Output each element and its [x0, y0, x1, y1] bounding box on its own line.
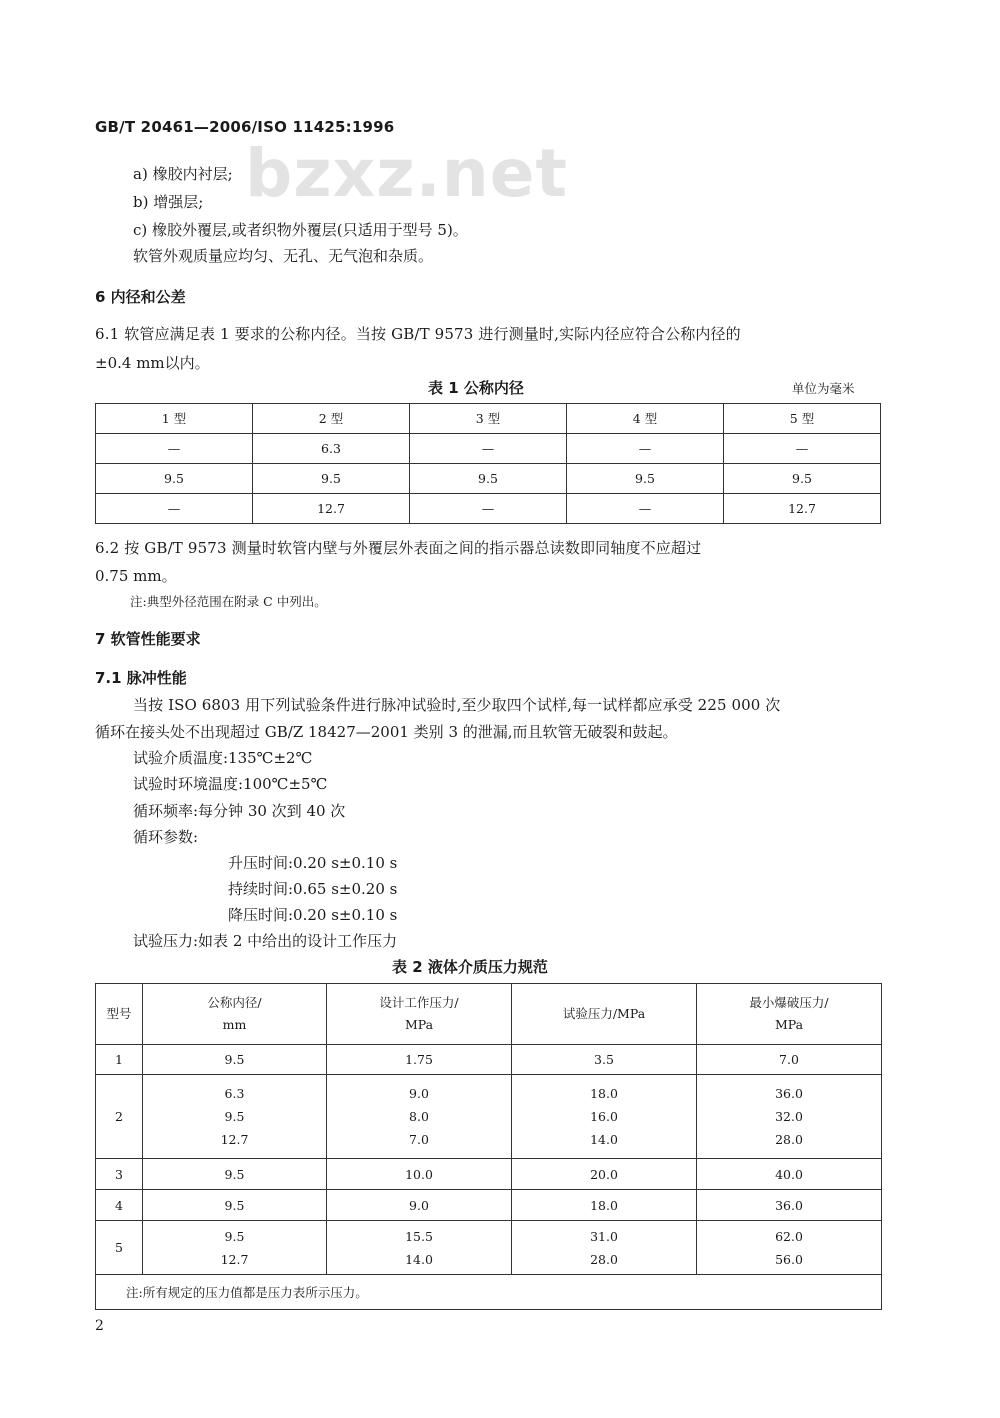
table-cell	[512, 1159, 697, 1190]
watermark: bzxz.net	[245, 135, 569, 212]
cell-value: 3.5	[594, 1052, 614, 1067]
cell-value: 20.0	[590, 1166, 618, 1182]
table-header-cell: 4 型	[567, 404, 724, 434]
cell-value: 62.0	[775, 1228, 803, 1244]
table-header-cell: 型号	[96, 984, 143, 1045]
table-row	[96, 434, 881, 464]
table-cell: —	[96, 434, 253, 464]
table-header-cell: 3 型	[410, 404, 567, 434]
table-cell	[143, 1221, 327, 1275]
table2-caption: 表 2 液体介质压力规范	[392, 958, 548, 976]
cell-value: 9.5	[224, 1228, 245, 1244]
table-cell: 4	[96, 1190, 143, 1221]
table-header-cell	[327, 984, 512, 1045]
section-7-1-para-line1: 当按 ISO 6803 用下列试验条件进行脉冲试验时,至少取四个试样,每一试样都应承受 225 000 次	[133, 696, 781, 714]
cell-value: 7.0	[779, 1052, 799, 1067]
layer-item-b: b) 增强层;	[133, 193, 204, 211]
table-cell: —	[96, 494, 253, 524]
section-6-title: 6 内径和公差	[95, 288, 186, 306]
table-header-row	[96, 404, 881, 434]
cycle-frequency: 循环频率:每分钟 30 次到 40 次	[133, 802, 346, 820]
table-cell	[143, 1045, 327, 1075]
cell-value: 7.0	[409, 1132, 429, 1147]
table-note: 注:所有规定的压力值都是压力表所示压力。	[96, 1275, 882, 1310]
table-cell: 6.3	[253, 434, 410, 464]
table-cell: 9.5	[96, 464, 253, 494]
table-row	[96, 1075, 882, 1159]
layer-item-c: c) 橡胶外覆层,或者织物外覆层(只适用于型号 5)。	[133, 221, 468, 239]
cell-value: 32.0	[775, 1109, 803, 1124]
table-cell	[143, 1075, 327, 1159]
header-line: MPa	[404, 1017, 434, 1032]
cell-value: 12.7	[220, 1132, 249, 1147]
cell-value: 14.0	[405, 1251, 433, 1267]
table-header-cell: 试验压力/MPa	[512, 984, 697, 1045]
cycle-parameters-label: 循环参数:	[133, 828, 199, 846]
cycle-fall-time: 降压时间:0.20 s±0.10 s	[228, 906, 398, 924]
cell-value: 40.0	[775, 1166, 803, 1182]
section-6-1-line1: 6.1 软管应满足表 1 要求的公称内径。当按 GB/T 9573 进行测量时,实际内径应符合公称内径的	[95, 325, 741, 343]
table1-caption: 表 1 公称内径	[428, 379, 524, 397]
table-header-cell: 2 型	[253, 404, 410, 434]
table-cell	[697, 1221, 882, 1275]
page-number: 2	[95, 1318, 104, 1334]
header-line: 最小爆破压力/	[749, 995, 829, 1010]
table-cell: —	[410, 434, 567, 464]
table-cell	[143, 1190, 327, 1221]
table-row	[96, 464, 881, 494]
cell-value: 15.5	[405, 1228, 433, 1244]
table-header-cell	[697, 984, 882, 1045]
table-row	[96, 1045, 882, 1075]
cycle-hold-time: 持续时间:0.65 s±0.20 s	[228, 880, 398, 898]
table-header-cell: 1 型	[96, 404, 253, 434]
cell-value: 9.5	[224, 1166, 245, 1182]
table-cell	[512, 1221, 697, 1275]
section-6-2-note: 注:典型外径范围在附录 C 中列出。	[130, 594, 327, 609]
table-cell	[512, 1045, 697, 1075]
table-cell	[697, 1159, 882, 1190]
table-cell: 12.7	[724, 494, 881, 524]
table-cell	[697, 1045, 882, 1075]
header-line: 设计工作压力/	[379, 995, 459, 1010]
table-cell: —	[724, 434, 881, 464]
table-row	[96, 494, 881, 524]
section-7-1-para-line2: 循环在接头处不出现超过 GB/Z 18427—2001 类别 3 的泄漏,而且软管无破裂和鼓起。	[95, 723, 678, 741]
table-cell	[327, 1159, 512, 1190]
cell-value: 12.7	[220, 1251, 249, 1267]
cell-value: 18.0	[590, 1197, 618, 1213]
table-cell: —	[567, 494, 724, 524]
table-cell: 5	[96, 1221, 143, 1275]
section-6-2-line2: 0.75 mm。	[95, 567, 177, 585]
table-cell: 3	[96, 1159, 143, 1190]
cell-value: 9.5	[224, 1052, 245, 1067]
cell-value: 16.0	[590, 1109, 618, 1124]
cell-value: 36.0	[775, 1086, 803, 1101]
layer-item-a: a) 橡胶内衬层;	[133, 165, 233, 183]
appearance-text: 软管外观质量应均匀、无孔、无气泡和杂质。	[133, 247, 434, 265]
cell-value: 36.0	[775, 1197, 803, 1213]
section-6-2-line1: 6.2 按 GB/T 9573 测量时软管内壁与外覆层外表面之间的指示器总读数即同轴度不应超过	[95, 539, 702, 557]
table-cell	[697, 1075, 882, 1159]
cell-value: 1.75	[405, 1052, 433, 1067]
table-cell: —	[567, 434, 724, 464]
test-pressure-text: 试验压力:如表 2 中给出的设计工作压力	[133, 932, 398, 950]
table-cell	[327, 1045, 512, 1075]
header-line: mm	[222, 1017, 247, 1032]
cell-value: 28.0	[775, 1132, 803, 1147]
cell-value: 14.0	[590, 1132, 618, 1147]
table-header-cell	[143, 984, 327, 1045]
table-cell: —	[410, 494, 567, 524]
table-cell: 2	[96, 1075, 143, 1159]
table-nominal-diameter	[95, 403, 881, 524]
table-pressure-specification	[95, 983, 882, 1310]
table-cell: 9.5	[253, 464, 410, 494]
table-note-row	[96, 1275, 882, 1310]
table-row	[96, 1221, 882, 1275]
table-row	[96, 1190, 882, 1221]
table-cell	[327, 1221, 512, 1275]
test-ambient-temperature: 试验时环境温度:100℃±5℃	[133, 775, 328, 793]
table-cell: 12.7	[253, 494, 410, 524]
table-header-row	[96, 984, 882, 1045]
cell-value: 10.0	[405, 1166, 433, 1182]
table-row	[96, 1159, 882, 1190]
table-cell	[697, 1190, 882, 1221]
section-6-1-line2: ±0.4 mm以内。	[95, 354, 210, 372]
section-7-title: 7 软管性能要求	[95, 630, 201, 648]
table-header-cell: 5 型	[724, 404, 881, 434]
section-7-1-title: 7.1 脉冲性能	[95, 669, 187, 687]
cell-value: 18.0	[590, 1086, 618, 1101]
table-cell	[512, 1075, 697, 1159]
test-medium-temperature: 试验介质温度:135℃±2℃	[133, 749, 313, 767]
table-cell	[512, 1190, 697, 1221]
cycle-rise-time: 升压时间:0.20 s±0.10 s	[228, 854, 398, 872]
table-cell: 1	[96, 1045, 143, 1075]
table-cell	[327, 1075, 512, 1159]
cell-value: 9.0	[409, 1086, 429, 1101]
cell-value: 8.0	[409, 1109, 429, 1124]
cell-value: 9.5	[224, 1197, 245, 1213]
table-cell: 9.5	[724, 464, 881, 494]
cell-value: 56.0	[775, 1251, 803, 1267]
cell-value: 9.0	[409, 1197, 429, 1213]
table1-unit: 单位为毫米	[792, 381, 855, 396]
header-line: MPa	[774, 1017, 804, 1032]
cell-value: 31.0	[590, 1228, 618, 1244]
table-cell	[327, 1190, 512, 1221]
cell-value: 6.3	[224, 1086, 245, 1101]
table-cell	[143, 1159, 327, 1190]
header-line: 公称内径/	[207, 995, 262, 1010]
table-cell: 9.5	[567, 464, 724, 494]
table-cell: 9.5	[410, 464, 567, 494]
standard-header: GB/T 20461—2006/ISO 11425:1996	[95, 118, 395, 136]
cell-value: 28.0	[590, 1251, 618, 1267]
cell-value: 9.5	[224, 1109, 245, 1124]
